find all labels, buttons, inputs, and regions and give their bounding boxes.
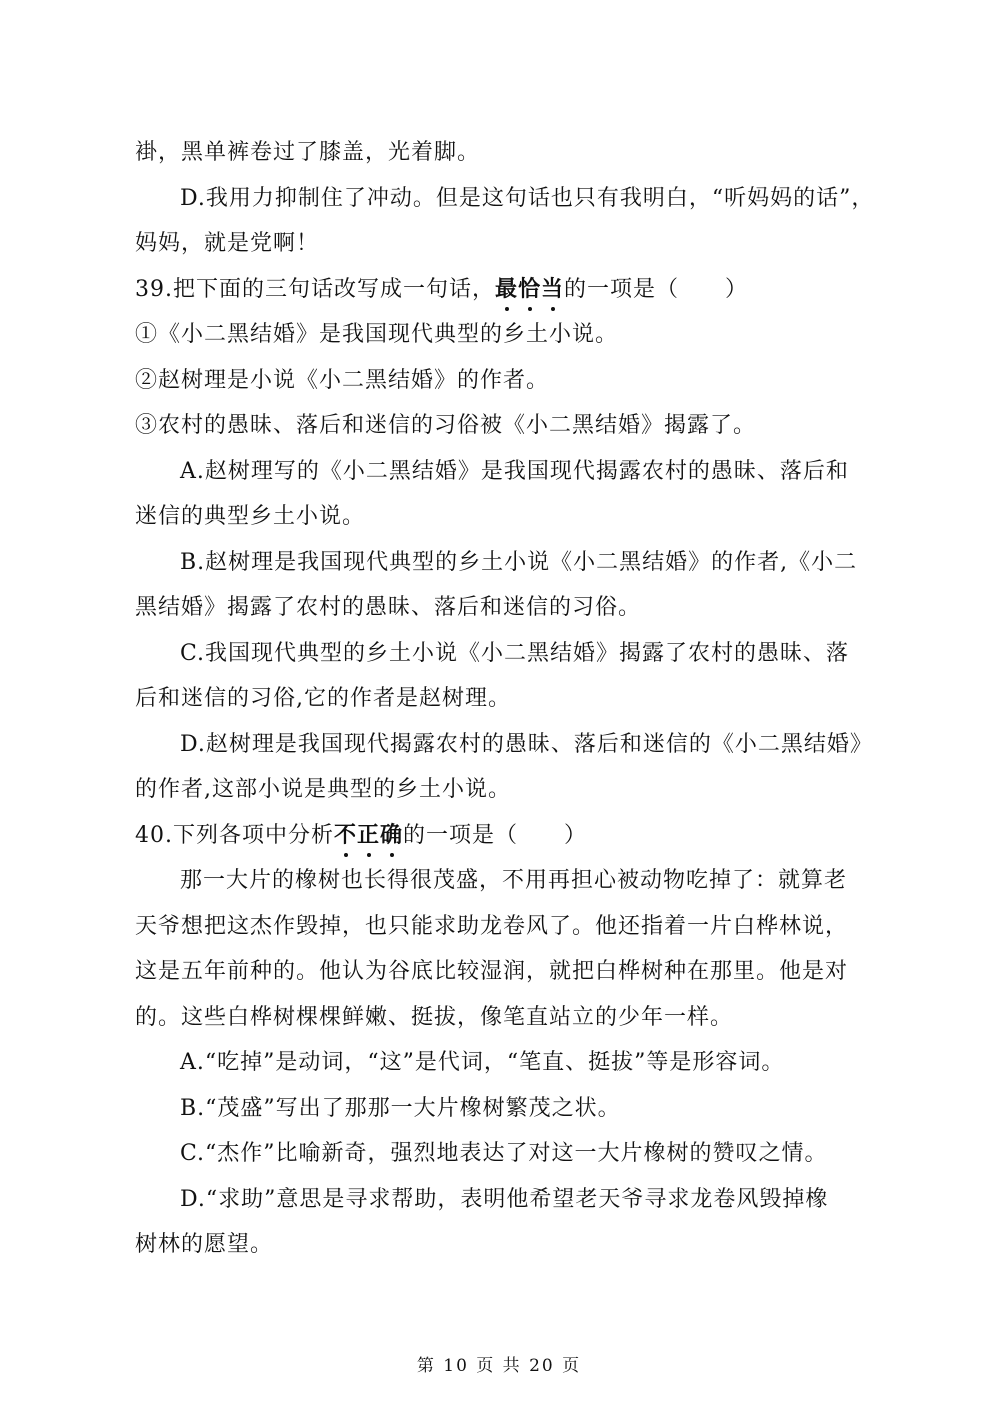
- emphasis-char: 确: [380, 821, 403, 851]
- text-line: D.我用力抑制住了冲动。但是这句话也只有我明白，“听妈妈的话”，: [180, 186, 875, 211]
- q40-passage-line: 那一大片的橡树也长得很茂盛，不用再担心被动物吃掉了：就算老: [180, 868, 848, 893]
- q40-option-d-cont: 树林的愿望。: [135, 1232, 274, 1257]
- question-39-stem: [135, 275, 875, 305]
- emphasis-char: 不: [334, 821, 357, 851]
- q40-passage-line: 这是五年前种的。他认为谷底比较湿润，就把白桦树种在那里。他是对: [135, 959, 849, 984]
- emphasis-char: 当: [541, 275, 564, 305]
- q40-passage-line: 天爷想把这杰作毁掉，也只能求助龙卷风了。他还指着一片白桦林说，: [135, 914, 849, 939]
- question-39-prefix: 39.把下面的三句话改写成一句话，: [135, 277, 495, 302]
- q39-option-a-cont: 迷信的典型乡土小说。: [135, 504, 366, 529]
- question-40-prefix: 40.下列各项中分析: [135, 823, 334, 848]
- q39-option-c: C.我国现代典型的乡土小说《小二黑结婚》揭露了农村的愚昧、落: [180, 641, 850, 666]
- q39-item: ③农村的愚昧、落后和迷信的习俗被《小二黑结婚》揭露了。: [135, 413, 757, 438]
- q39-option-b: B.赵树理是我国现代典型的乡土小说《小二黑结婚》的作者,《小二: [180, 550, 858, 575]
- text-line: 褂，黑单裤卷过了膝盖，光着脚。: [135, 140, 481, 165]
- q39-option-d-cont: 的作者,这部小说是典型的乡土小说。: [135, 777, 511, 802]
- question-40-suffix: 的一项是（ ）: [403, 823, 588, 848]
- q39-option-b-cont: 黑结婚》揭露了农村的愚昧、落后和迷信的习俗。: [135, 595, 642, 620]
- q40-passage-line: 的。这些白桦树棵棵鲜嫩、挺拔，像笔直站立的少年一样。: [135, 1005, 734, 1030]
- q39-option-c-cont: 后和迷信的习俗,它的作者是赵树理。: [135, 686, 511, 711]
- q40-option-c: C.“杰作”比喻新奇，强烈地表达了对这一大片橡树的赞叹之情。: [180, 1141, 828, 1166]
- text-line: 妈妈，就是党啊！: [135, 231, 320, 256]
- page-footer: 第 10 页 共 20 页: [416, 1356, 582, 1376]
- emphasis-char: 正: [357, 821, 380, 851]
- q40-option-d: D.“求助”意思是寻求帮助，表明他希望老天爷寻求龙卷风毁掉橡: [180, 1187, 829, 1212]
- question-39-suffix: 的一项是（ ）: [564, 277, 749, 302]
- question-40-stem: [135, 821, 875, 851]
- q39-item: ①《小二黑结婚》是我国现代典型的乡土小说。: [135, 322, 619, 347]
- q39-option-d: D.赵树理是我国现代揭露农村的愚昧、落后和迷信的《小二黑结婚》: [180, 732, 873, 757]
- q39-option-a: A.赵树理写的《小二黑结婚》是我国现代揭露农村的愚昧、落后和: [180, 459, 849, 484]
- emphasis-char: 恰: [518, 275, 541, 305]
- q40-option-a: A.“吃掉”是动词，“这”是代词，“笔直、挺拔”等是形容词。: [180, 1050, 785, 1075]
- q40-option-b: B.“茂盛”写出了那那一大片橡树繁茂之状。: [180, 1096, 621, 1121]
- emphasis-char: 最: [495, 275, 518, 305]
- q39-item: ②赵树理是小说《小二黑结婚》的作者。: [135, 368, 550, 393]
